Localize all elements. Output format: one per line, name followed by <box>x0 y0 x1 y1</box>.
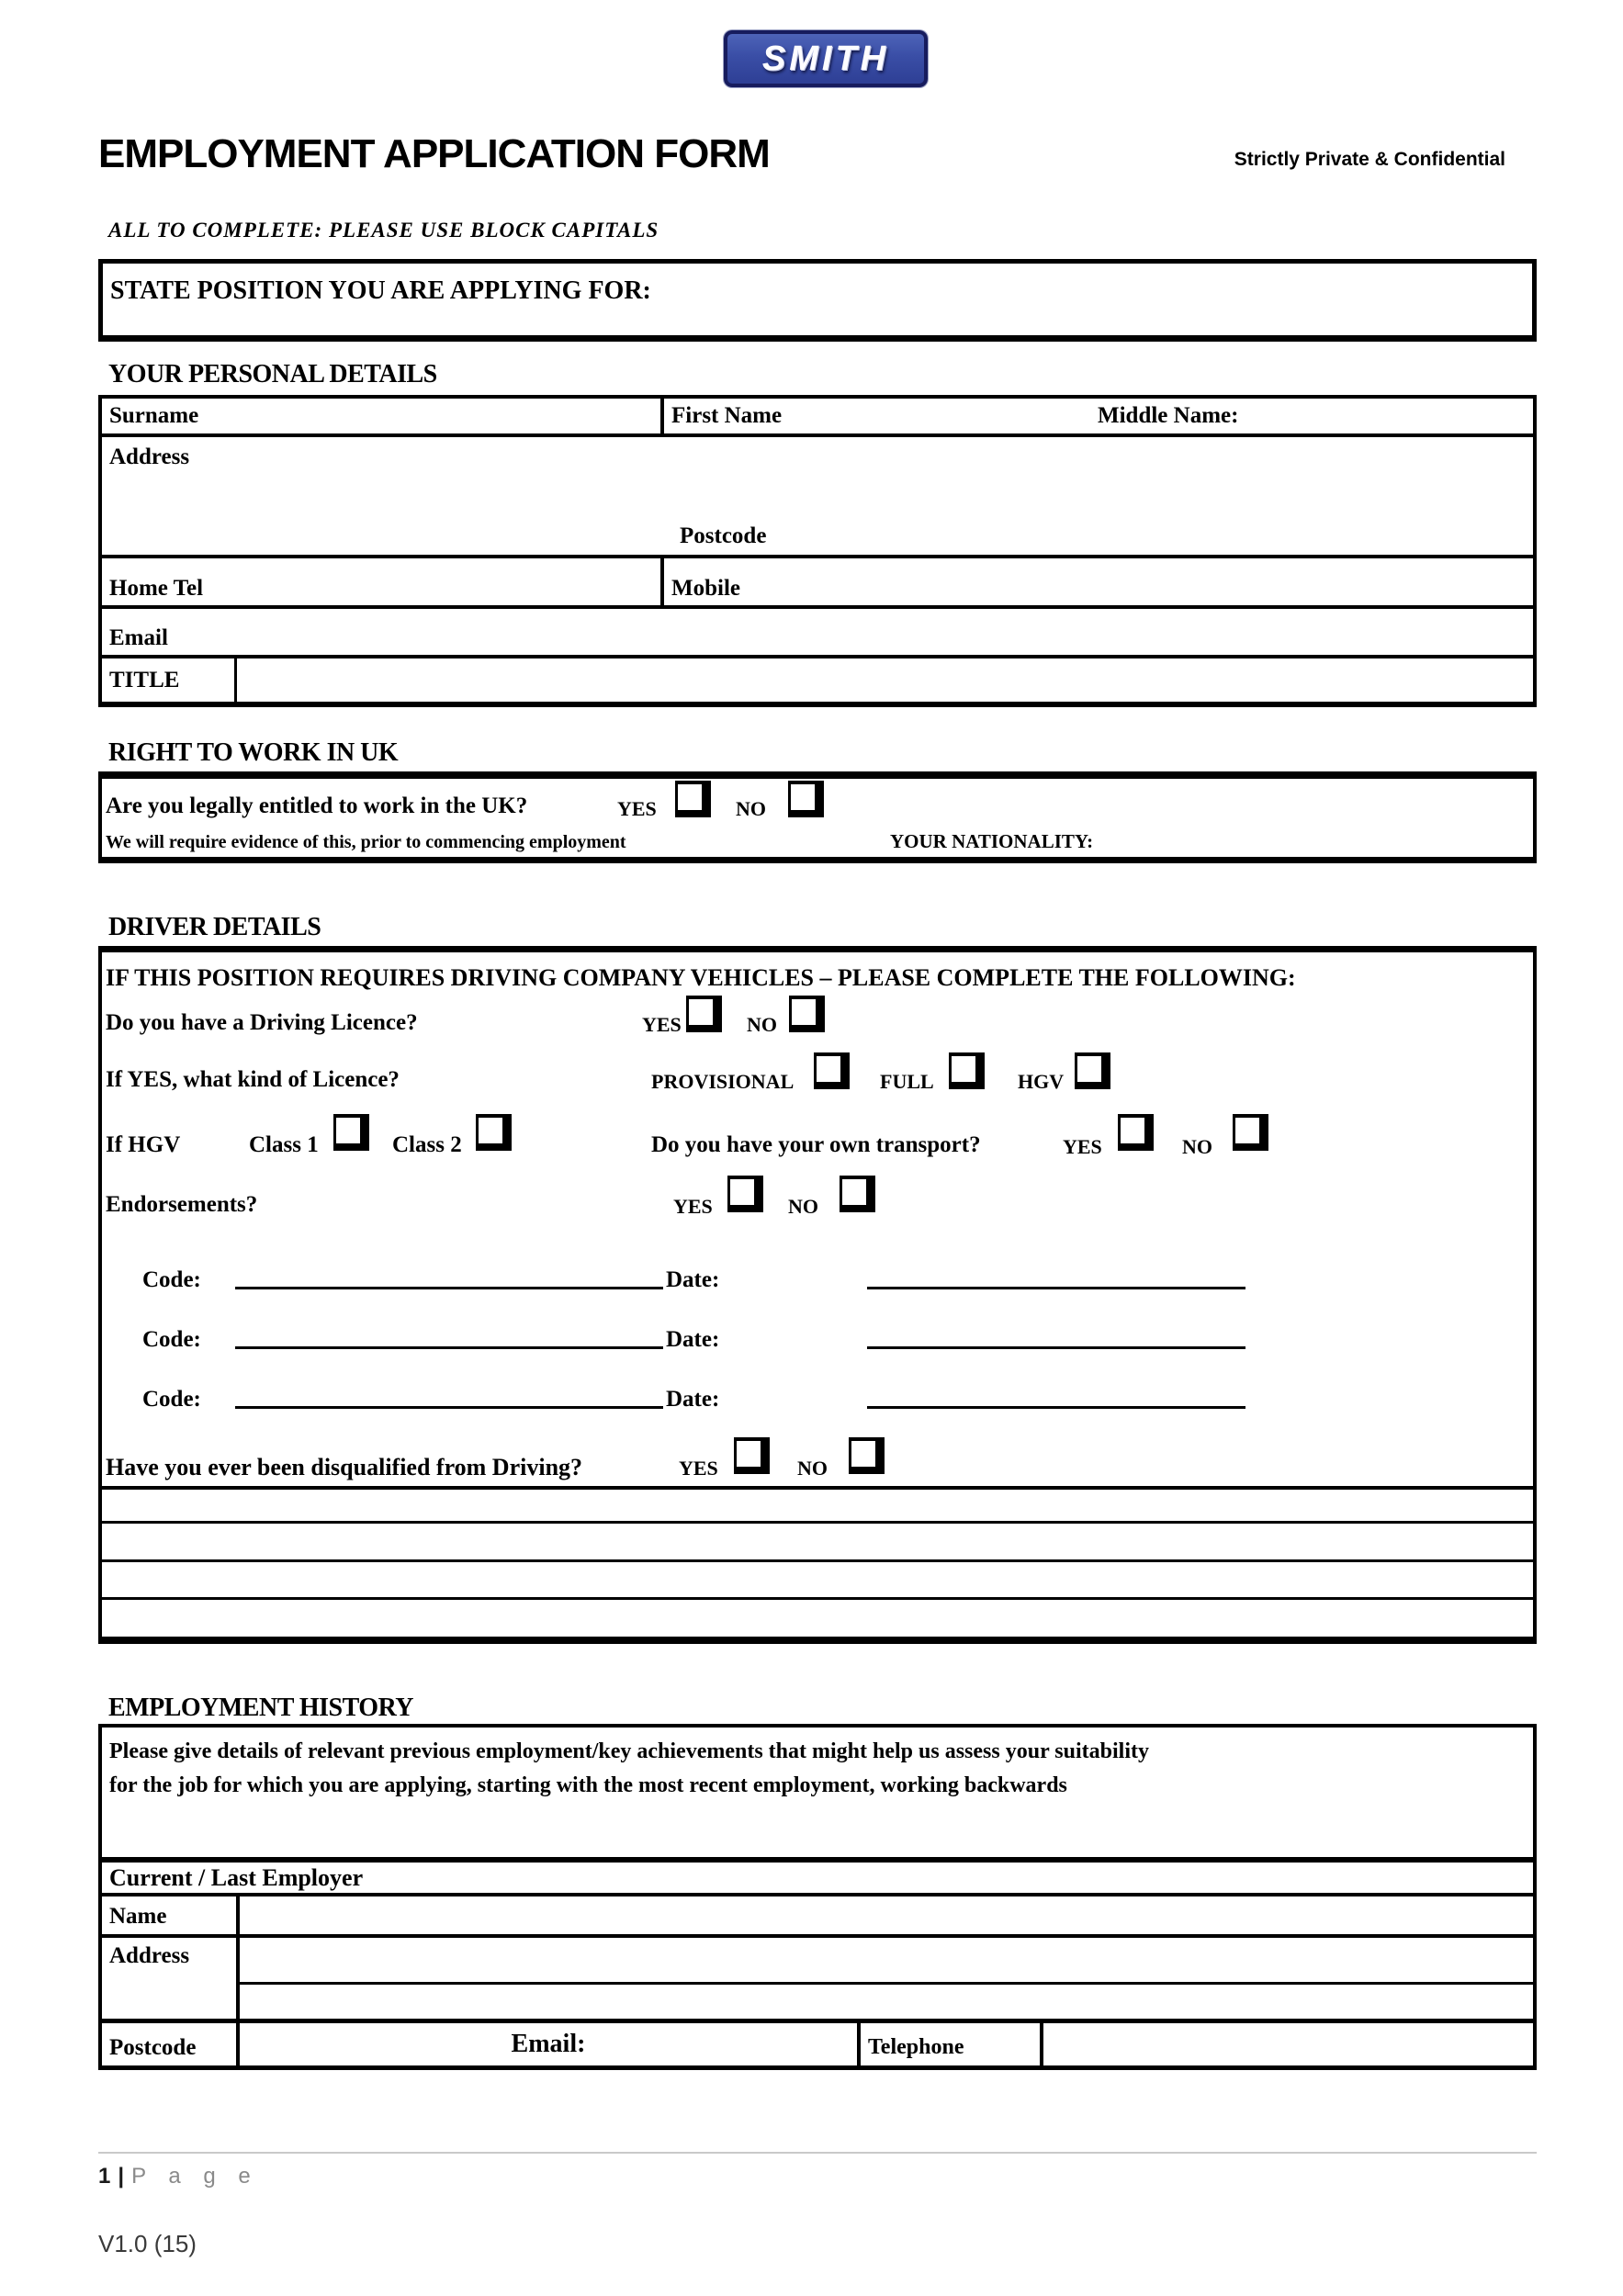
middle-name-label: Middle Name: <box>1098 403 1239 428</box>
driver-details-box <box>98 946 1537 1644</box>
employer-postcode-row <box>102 2023 1533 2065</box>
driver-intro: IF THIS POSITION REQUIRES DRIVING COMPANY VEHICLES – PLEASE COMPLETE THE FOLLOWING: <box>106 964 1296 991</box>
current-employer-label: Current / Last Employer <box>109 1863 364 1891</box>
rtw-yes-checkbox[interactable] <box>675 781 711 817</box>
personal-details-heading: YOUR PERSONAL DETAILS <box>108 360 437 388</box>
date-label: Date: <box>666 1327 720 1352</box>
address-row[interactable] <box>102 437 1533 558</box>
employer-name-label: Name <box>102 1896 240 1934</box>
home-tel-label[interactable]: Home Tel <box>102 558 664 605</box>
right-to-work-box <box>98 771 1537 863</box>
endorsements-no-checkbox[interactable] <box>840 1176 875 1212</box>
transport-yes-checkbox[interactable] <box>1118 1114 1154 1151</box>
provisional-checkbox[interactable] <box>814 1052 850 1089</box>
rtw-evidence-note: We will require evidence of this, prior to commencing employment <box>106 832 626 852</box>
position-applying-box[interactable] <box>98 259 1537 342</box>
class2-checkbox[interactable] <box>476 1114 512 1151</box>
position-applying-label: STATE POSITION YOU ARE APPLYING FOR: <box>110 276 651 305</box>
employment-instruction-line2: for the job for which you are applying, starting with the most recent employment, working backwards <box>109 1773 1067 1797</box>
email-row[interactable] <box>102 609 1533 658</box>
footer-rule <box>98 2152 1537 2154</box>
postcode-label: Postcode <box>680 523 767 548</box>
block-capitals-note: ALL TO COMPLETE: PLEASE USE BLOCK CAPITALS <box>108 219 659 242</box>
driver-notes-line[interactable] <box>102 1521 1533 1524</box>
transport-no-label: NO <box>1182 1135 1212 1158</box>
transport-yes-label: YES <box>1063 1135 1102 1158</box>
class1-checkbox[interactable] <box>333 1114 369 1151</box>
code-label: Code: <box>142 1327 201 1352</box>
rtw-yes-label: YES <box>617 797 657 820</box>
licence-yes-label: YES <box>642 1013 682 1036</box>
divider-line <box>102 1486 1533 1490</box>
page-separator: | <box>118 2164 125 2189</box>
title-row <box>102 658 1533 702</box>
transport-no-checkbox[interactable] <box>1233 1114 1268 1151</box>
licence-kind-question: If YES, what kind of Licence? <box>106 1067 400 1092</box>
licence-no-label: NO <box>747 1013 777 1036</box>
mobile-label[interactable]: Mobile <box>671 576 740 601</box>
employer-address-input <box>240 1938 1533 2019</box>
disqualified-yes-checkbox[interactable] <box>734 1437 770 1474</box>
title-label: TITLE <box>102 658 237 702</box>
personal-details-table <box>98 395 1537 707</box>
class2-label: Class 2 <box>392 1132 462 1157</box>
page-word: P a g e <box>131 2164 259 2189</box>
address-label: Address <box>109 445 190 469</box>
full-label: FULL <box>880 1070 934 1093</box>
disqualified-no-checkbox[interactable] <box>849 1437 885 1474</box>
title-input-area[interactable] <box>237 658 1533 702</box>
disqualified-question: Have you ever been disqualified from Driving? <box>106 1454 583 1480</box>
class1-label: Class 1 <box>249 1132 319 1157</box>
employer-name-row <box>102 1896 1533 1938</box>
code-input-line[interactable] <box>235 1346 663 1349</box>
rtw-no-checkbox[interactable] <box>788 781 824 817</box>
driver-notes-line[interactable] <box>102 1597 1533 1600</box>
driver-notes-line[interactable] <box>102 1559 1533 1562</box>
employment-instruction-line1: Please give details of relevant previous employment/key achievements that might help us assess your suitability <box>109 1739 1149 1763</box>
confidential-label: Strictly Private & Confidential <box>1234 149 1505 170</box>
employer-name-input-area[interactable] <box>240 1896 1533 1934</box>
date-input-line[interactable] <box>867 1287 1245 1289</box>
page-title: EMPLOYMENT APPLICATION FORM <box>98 131 770 176</box>
code-input-line[interactable] <box>235 1287 663 1289</box>
endorsements-yes-checkbox[interactable] <box>727 1176 763 1212</box>
endorsements-question: Endorsements? <box>106 1192 258 1217</box>
version-label: V1.0 (15) <box>98 2230 197 2257</box>
disqualified-yes-label: YES <box>679 1457 718 1480</box>
smith-logo <box>724 30 928 87</box>
date-label: Date: <box>666 1267 720 1292</box>
employment-history-heading: EMPLOYMENT HISTORY <box>108 1694 414 1722</box>
hgv-checkbox[interactable] <box>1075 1052 1110 1089</box>
surname-label[interactable]: Surname <box>102 399 664 433</box>
table-row <box>102 399 1533 437</box>
disqualified-no-label: NO <box>797 1457 828 1480</box>
employment-history-table <box>98 1724 1537 2070</box>
employer-email-label[interactable]: Email: <box>240 2023 861 2065</box>
email-label: Email <box>109 625 168 650</box>
employer-telephone-input-area[interactable] <box>1043 2023 1533 2065</box>
employer-address-line1[interactable] <box>240 1938 1533 1985</box>
employment-instructions <box>102 1728 1533 1863</box>
licence-yes-checkbox[interactable] <box>686 996 722 1032</box>
driving-licence-question: Do you have a Driving Licence? <box>106 1010 418 1035</box>
code-label: Code: <box>142 1387 201 1412</box>
table-row <box>102 558 1533 609</box>
code-input-line[interactable] <box>235 1406 663 1409</box>
employer-address-row <box>102 1938 1533 2023</box>
hgv-label: HGV <box>1018 1070 1065 1093</box>
employer-address-label: Address <box>102 1938 240 2019</box>
driver-details-heading: DRIVER DETAILS <box>108 913 321 941</box>
rtw-question: Are you legally entitled to work in the UK? <box>106 793 528 818</box>
nationality-label[interactable]: YOUR NATIONALITY: <box>890 830 1094 852</box>
right-to-work-heading: RIGHT TO WORK IN UK <box>108 738 399 767</box>
date-input-line[interactable] <box>867 1406 1245 1409</box>
page-number: 1 <box>98 2164 111 2189</box>
first-name-label: First Name <box>671 403 783 428</box>
date-input-line[interactable] <box>867 1346 1245 1349</box>
date-label: Date: <box>666 1387 720 1412</box>
page-number-footer <box>98 2164 259 2189</box>
licence-no-checkbox[interactable] <box>789 996 825 1032</box>
provisional-label: PROVISIONAL <box>651 1070 795 1093</box>
smith-logo-text: SMITH <box>761 39 890 78</box>
endorsements-yes-label: YES <box>673 1195 713 1218</box>
endorsements-no-label: NO <box>788 1195 818 1218</box>
full-checkbox[interactable] <box>949 1052 985 1089</box>
current-employer-row <box>102 1863 1533 1896</box>
code-label: Code: <box>142 1267 201 1292</box>
own-transport-question: Do you have your own transport? <box>651 1132 981 1157</box>
rtw-no-label: NO <box>736 797 766 820</box>
if-hgv-label: If HGV <box>106 1132 181 1157</box>
employer-telephone-label: Telephone <box>861 2023 1043 2065</box>
employer-address-line2[interactable] <box>240 1985 1533 2019</box>
first-name-cell[interactable] <box>664 399 1533 433</box>
employer-postcode-label: Postcode <box>102 2023 240 2065</box>
